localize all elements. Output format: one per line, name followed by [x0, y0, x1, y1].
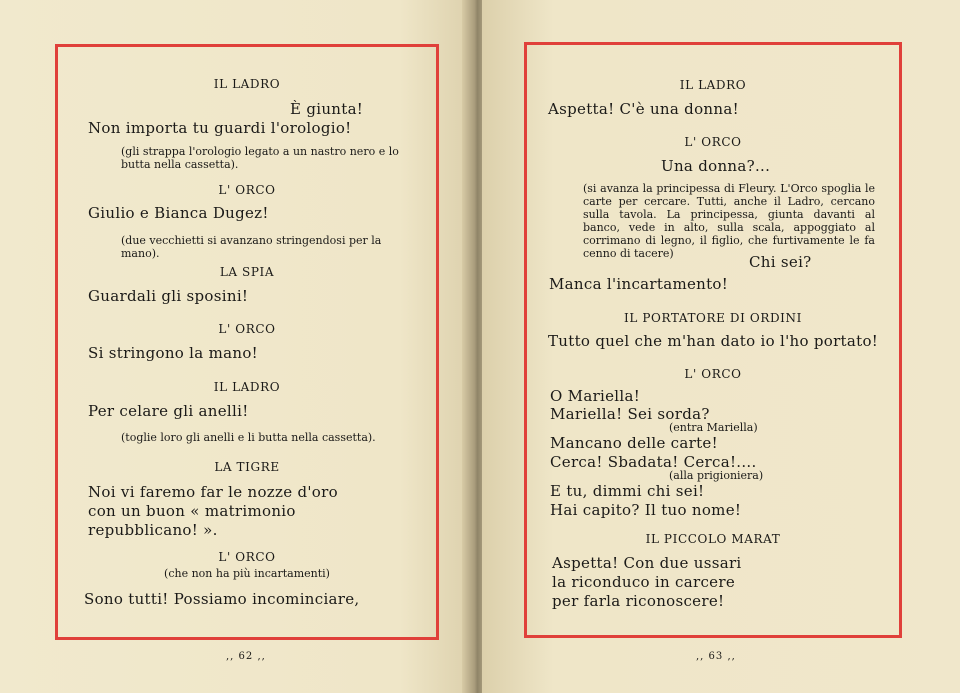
dialogue-line: È giunta! — [290, 100, 364, 118]
page-number: ,, 63 ,, — [696, 651, 736, 662]
dialogue-line: Tutto quel che m'han dato io l'ho portato! — [548, 332, 879, 350]
dialogue-line: Si stringono la mano! — [88, 344, 258, 362]
dialogue-line: Noi vi faremo far le nozze d'oro — [88, 483, 338, 501]
stage-direction: (si avanza la principessa di Fleury. L'Orco spoglia le carte per cercare. Tutti, anche il Ladro, cercano sulla tavola. La principessa, giunta davanti al banco, vede in alto, sulla scala, appoggiato al corrimano di legno, il figlio, che furtivamente le fa cenno di tacere) — [583, 182, 875, 260]
dialogue-line: Guardali gli sposini! — [88, 287, 249, 305]
dialogue-line: Per celare gli anelli! — [88, 402, 249, 420]
left-page — [0, 0, 470, 693]
stage-direction: (che non ha più incartamenti) — [164, 567, 330, 580]
dialogue-line: per farla riconoscere! — [552, 592, 725, 610]
dialogue-line: Non importa tu guardi l'orologio! — [88, 119, 352, 137]
speaker-label: L' ORCO — [218, 183, 276, 197]
speaker-label: IL LADRO — [679, 78, 747, 92]
dialogue-line: Aspetta! Con due ussari — [552, 554, 742, 572]
speaker-label: LA TIGRE — [214, 460, 280, 474]
dialogue-line: Manca l'incartamento! — [549, 275, 729, 293]
stage-direction: (toglie loro gli anelli e li butta nella cassetta). — [121, 431, 376, 444]
page-number: ,, 62 ,, — [226, 651, 266, 662]
speaker-label: L' ORCO — [684, 135, 742, 149]
left-page-red-border — [55, 44, 439, 640]
dialogue-line: repubblicano! ». — [88, 521, 218, 539]
speaker-label: IL LADRO — [213, 380, 281, 394]
dialogue-line: la riconduco in carcere — [552, 573, 735, 591]
dialogue-line: Mariella! Sei sorda? — [550, 405, 710, 423]
right-page-red-border — [524, 42, 902, 638]
stage-direction: (due vecchietti si avanzano stringendosi per la mano). — [121, 234, 382, 260]
stage-direction: (gli strappa l'orologio legato a un nastro nero e lo butta nella cassetta). — [121, 145, 399, 171]
stage-direction: (alla prigioniera) — [669, 469, 764, 482]
speaker-label: IL PICCOLO MARAT — [645, 532, 781, 546]
dialogue-line: Cerca! Sbadata! Cerca!.... — [550, 453, 757, 471]
dialogue-line: Hai capito? Il tuo nome! — [550, 501, 742, 519]
speaker-label: IL PORTATORE DI ORDINI — [624, 311, 802, 325]
dialogue-line: Aspetta! C'è una donna! — [548, 100, 739, 118]
speaker-label: LA SPIA — [219, 265, 275, 279]
dialogue-line: Giulio e Bianca Dugez! — [88, 204, 269, 222]
speaker-label: IL LADRO — [213, 77, 281, 91]
dialogue-line: con un buon « matrimonio — [88, 502, 296, 520]
speaker-label: L' ORCO — [218, 322, 276, 336]
dialogue-line: Una donna?... — [661, 157, 771, 175]
dialogue-line: Mancano delle carte! — [550, 434, 718, 452]
dialogue-line: E tu, dimmi chi sei! — [550, 482, 705, 500]
dialogue-line: Sono tutti! Possiamo incominciare, — [84, 590, 360, 608]
stage-direction: (entra Mariella) — [669, 421, 758, 434]
speaker-label: L' ORCO — [218, 550, 276, 564]
right-page — [482, 0, 960, 693]
dialogue-line: O Mariella! — [550, 387, 641, 405]
dialogue-line: Chi sei? — [749, 253, 812, 271]
speaker-label: L' ORCO — [684, 367, 742, 381]
